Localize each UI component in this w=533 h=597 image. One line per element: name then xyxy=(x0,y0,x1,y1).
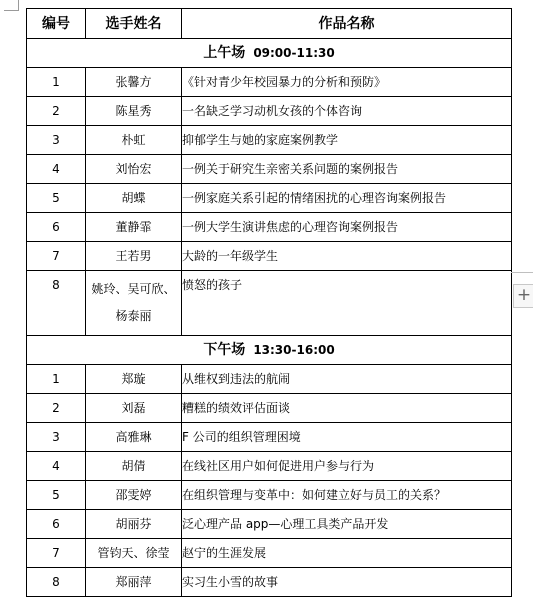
entry-title: 一名缺乏学习动机女孩的个体咨询 xyxy=(182,97,512,126)
table-row xyxy=(27,155,512,184)
entry-num: 4 xyxy=(27,452,86,481)
table-row xyxy=(27,423,512,452)
table-row xyxy=(27,394,512,423)
entry-name: 郑璇 xyxy=(86,365,182,394)
entry-title: 愤怒的孩子 xyxy=(182,271,512,336)
table-row xyxy=(27,97,512,126)
entry-name: 刘怡宏 xyxy=(86,155,182,184)
entry-title: 一例关于研究生亲密关系问题的案例报告 xyxy=(182,155,512,184)
entry-name: 王若男 xyxy=(86,242,182,271)
entry-num: 4 xyxy=(27,155,86,184)
entry-title: 赵宁的生涯发展 xyxy=(182,539,512,568)
table-row xyxy=(27,365,512,394)
session-row-afternoon xyxy=(27,336,512,365)
entry-name: 陈星秀 xyxy=(86,97,182,126)
entry-num: 5 xyxy=(27,184,86,213)
entry-num: 6 xyxy=(27,510,86,539)
table-row xyxy=(27,539,512,568)
table-row xyxy=(27,481,512,510)
session-morning-time: 09:00-11:30 xyxy=(253,46,335,60)
table-row xyxy=(27,510,512,539)
table-row xyxy=(27,184,512,213)
table-row xyxy=(27,126,512,155)
entry-name: 郑丽萍 xyxy=(86,568,182,597)
entry-num: 7 xyxy=(27,242,86,271)
session-afternoon-label: 下午场 xyxy=(203,342,246,358)
entry-name: 胡丽芬 xyxy=(86,510,182,539)
entry-title: 抑郁学生与她的家庭案例教学 xyxy=(182,126,512,155)
entry-num: 8 xyxy=(27,271,86,336)
table-row xyxy=(27,68,512,97)
table-row xyxy=(27,452,512,481)
page-corner-mark xyxy=(4,0,19,11)
entry-title: 从维权到违法的航闹 xyxy=(182,365,512,394)
table-header-row xyxy=(27,9,512,39)
entry-num: 2 xyxy=(27,394,86,423)
entry-name-line-2: 杨泰丽 xyxy=(115,309,152,323)
entry-name: 管钧天、徐莹 xyxy=(86,539,182,568)
entry-name: 朴虹 xyxy=(86,126,182,155)
entry-name: 董静霏 xyxy=(86,213,182,242)
entry-num: 2 xyxy=(27,97,86,126)
entry-num: 3 xyxy=(27,423,86,452)
session-morning-label: 上午场 xyxy=(203,45,246,61)
table-row xyxy=(27,568,512,597)
entry-name xyxy=(86,271,182,336)
entry-title: 实习生小雪的故事 xyxy=(182,568,512,597)
entry-num: 6 xyxy=(27,213,86,242)
entry-title: 糟糕的绩效评估面谈 xyxy=(182,394,512,423)
entry-title: 在组织管理与变革中：如何建立好与员工的关系？ xyxy=(182,481,512,510)
entry-num: 8 xyxy=(27,568,86,597)
entry-name: 张馨方 xyxy=(86,68,182,97)
table-row xyxy=(27,271,512,336)
entry-name: 刘磊 xyxy=(86,394,182,423)
session-morning xyxy=(27,39,512,68)
header-name: 选手姓名 xyxy=(86,9,182,39)
entry-num: 5 xyxy=(27,481,86,510)
schedule-table xyxy=(26,8,512,597)
entry-num: 7 xyxy=(27,539,86,568)
entry-title: 在线社区用户如何促进用户参与行为 xyxy=(182,452,512,481)
entry-name-line-1: 姚玲、吴可欣、 xyxy=(91,282,176,296)
entry-num: 1 xyxy=(27,365,86,394)
entry-title: F 公司的组织管理困境 xyxy=(182,423,512,452)
session-afternoon-time: 13:30-16:00 xyxy=(253,343,335,357)
margin-guide-line xyxy=(511,272,533,273)
entry-num: 1 xyxy=(27,68,86,97)
entry-name: 胡倩 xyxy=(86,452,182,481)
session-row-morning xyxy=(27,39,512,68)
entry-title: 《针对青少年校园暴力的分析和预防》 xyxy=(182,68,512,97)
header-title: 作品名称 xyxy=(182,9,512,39)
entry-name: 胡蝶 xyxy=(86,184,182,213)
entry-name: 高雅琳 xyxy=(86,423,182,452)
header-num: 编号 xyxy=(27,9,86,39)
entry-title: 一例大学生演讲焦虑的心理咨询案例报告 xyxy=(182,213,512,242)
entry-title: 一例家庭关系引起的情绪困扰的心理咨询案例报告 xyxy=(182,184,512,213)
entry-title: 大龄的一年级学生 xyxy=(182,242,512,271)
table-row xyxy=(27,242,512,271)
plus-icon: + xyxy=(516,285,532,305)
table-row xyxy=(27,213,512,242)
entry-title: 泛心理产品 app—心理工具类产品开发 xyxy=(182,510,512,539)
entry-num: 3 xyxy=(27,126,86,155)
entry-name: 邵雯婷 xyxy=(86,481,182,510)
add-row-button[interactable] xyxy=(513,284,533,308)
session-afternoon xyxy=(27,336,512,365)
